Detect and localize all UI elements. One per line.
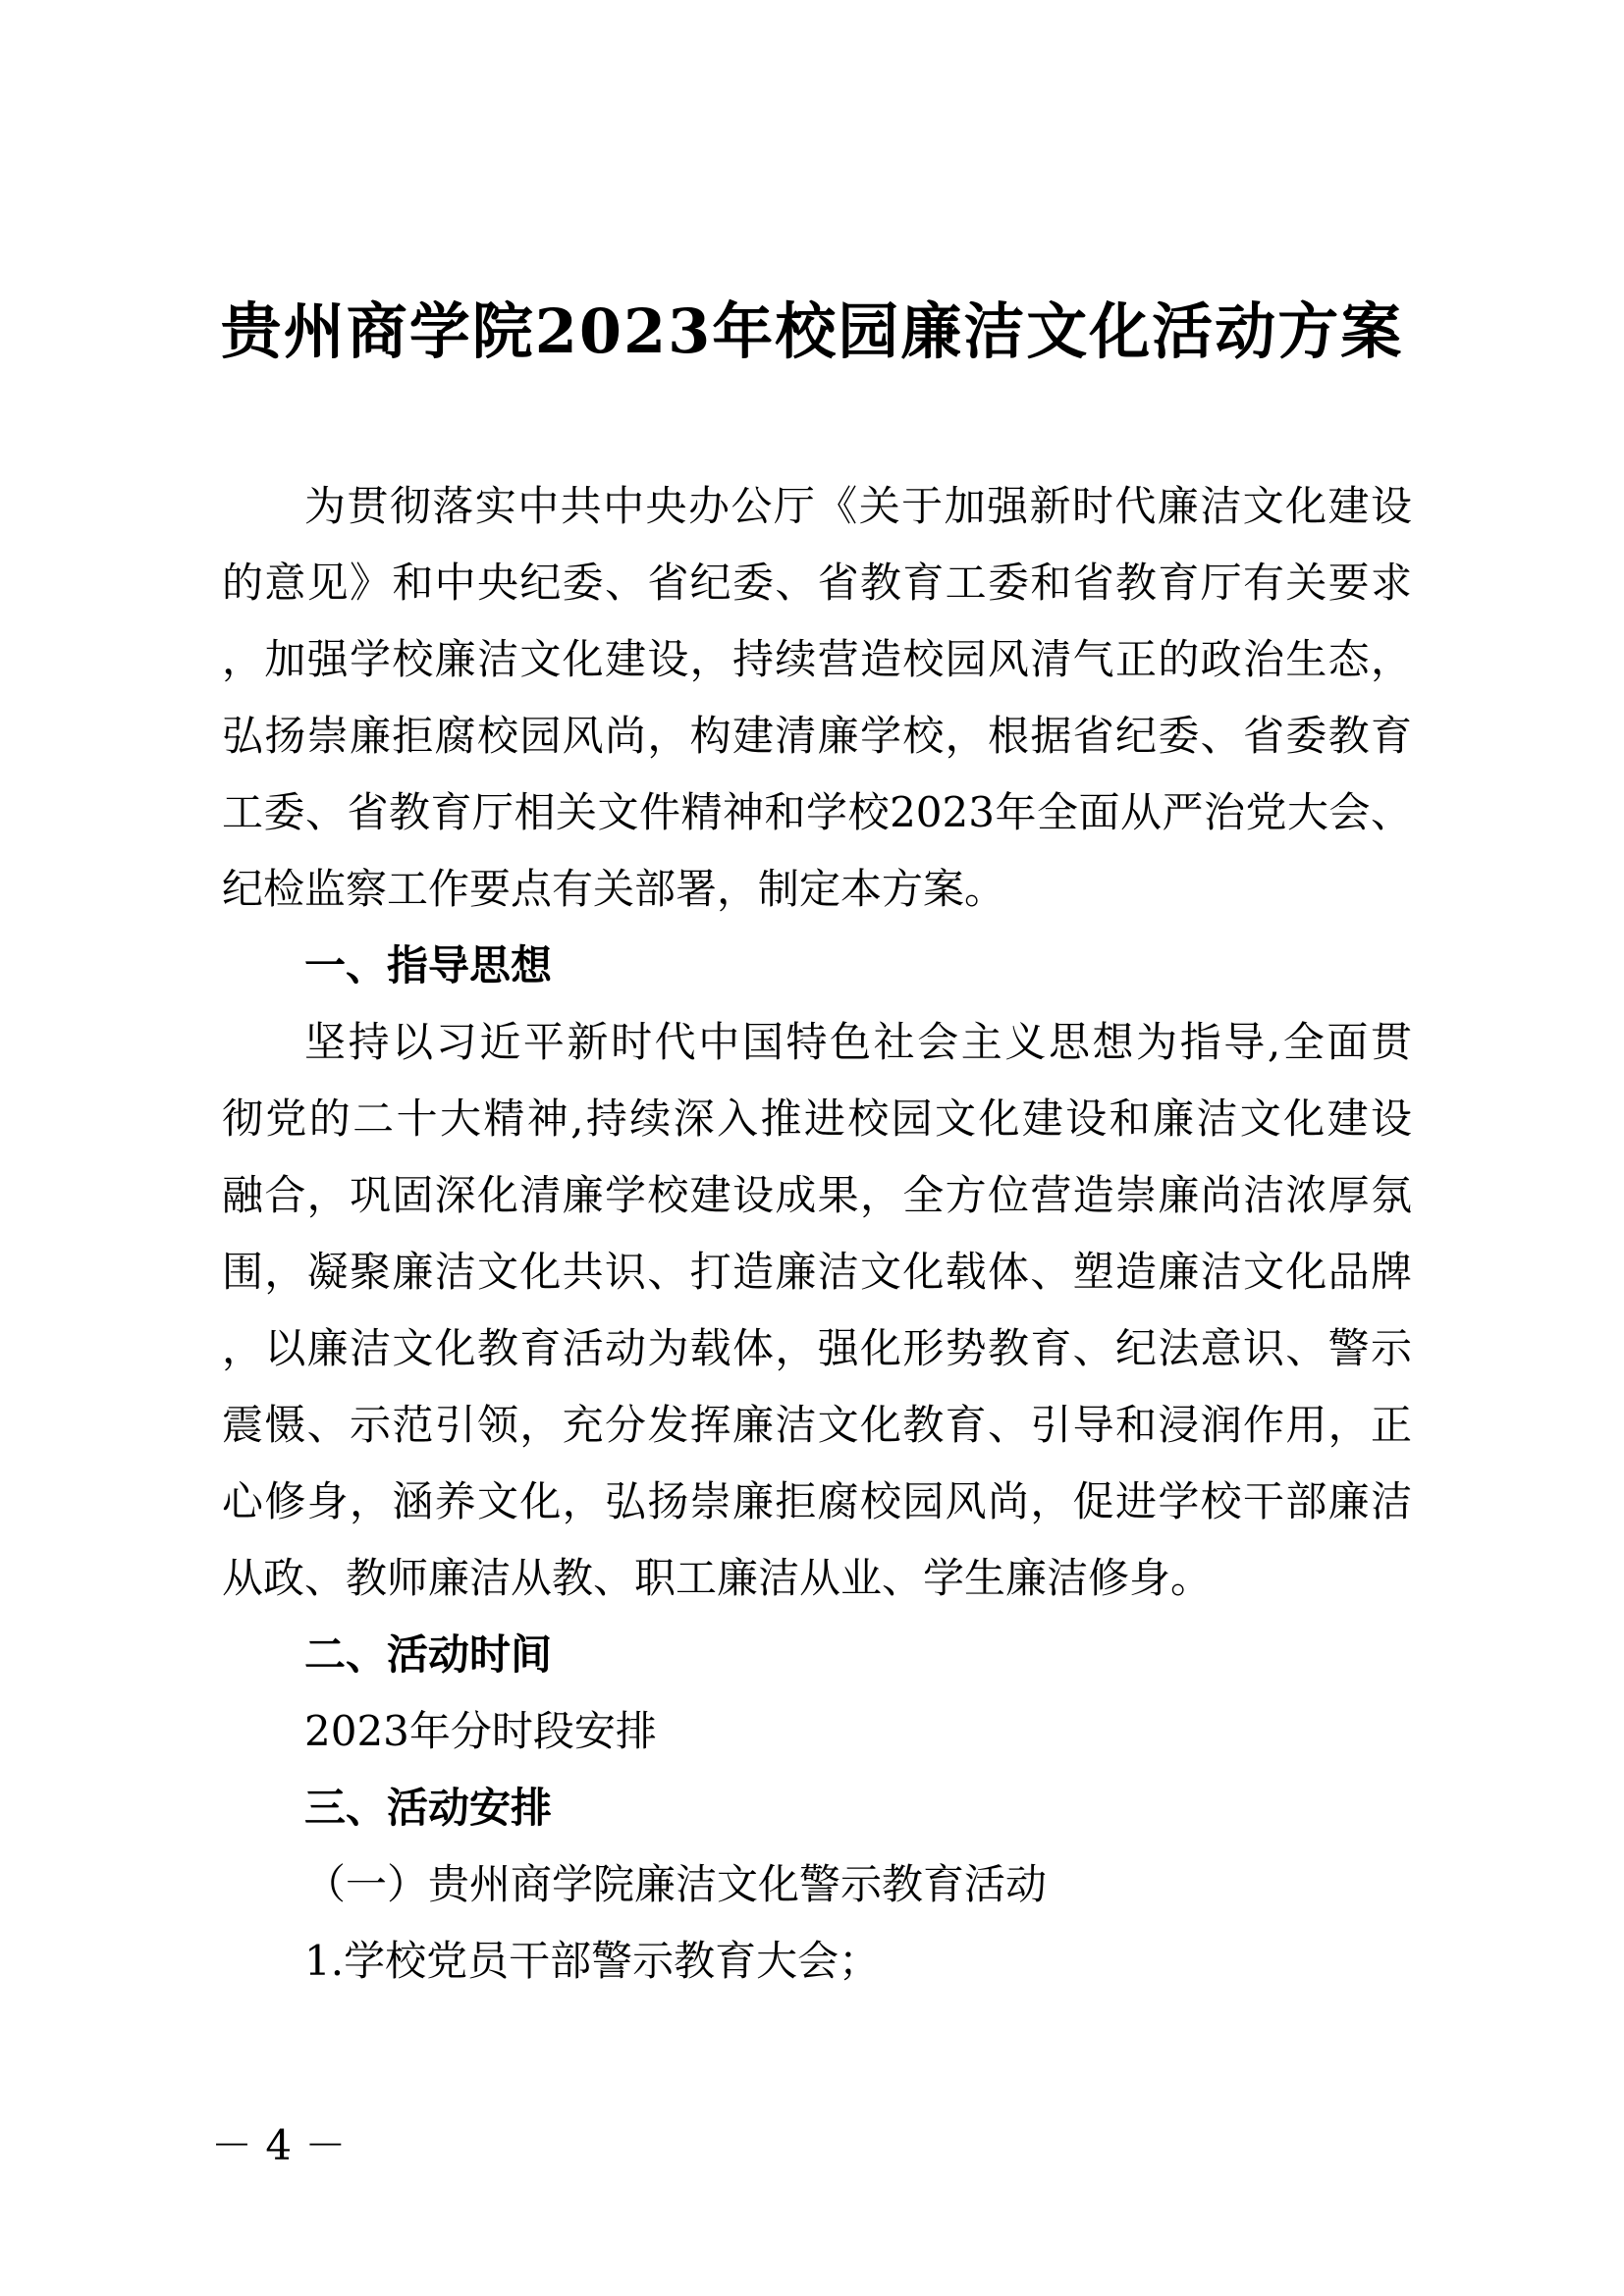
intro-line: 纪检监察工作要点有关部署，制定本方案。 [222,865,1006,913]
section3-subheading: （一）贵州商学院廉洁文化警示教育活动 [304,1860,1048,1908]
document-title: 贵州商学院2023年校园廉洁文化活动方案 [220,295,1404,367]
section1-line: 围，凝聚廉洁文化共识、打造廉洁文化载体、塑造廉洁文化品牌 [222,1248,1412,1296]
intro-line: 的意见》和中央纪委、省纪委、省教育工委和省教育厅有关要求 [222,559,1412,607]
section2-text: 2023年分时段安排 [304,1707,657,1755]
section1-line: 震慑、示范引领，充分发挥廉洁文化教育、引导和浸润作用，正 [222,1401,1412,1449]
intro-line: 弘扬崇廉拒腐校园风尚，构建清廉学校，根据省纪委、省委教育 [222,712,1412,760]
section3-item: 1.学校党员干部警示教育大会； [304,1937,881,1985]
intro-line: 工委、省教育厅相关文件精神和学校2023年全面从严治党大会、 [222,788,1412,836]
section1-line: 从政、教师廉洁从教、职工廉洁从业、学生廉洁修身。 [222,1554,1213,1602]
intro-line: ，加强学校廉洁文化建设，持续营造校园风清气正的政治生态， [222,635,1412,683]
section-heading-activity-time: 二、活动时间 [304,1630,553,1679]
section1-line: 融合，巩固深化清廉学校建设成果，全方位营造崇廉尚洁浓厚氛 [222,1171,1412,1219]
section-heading-activity-arrangement: 三、活动安排 [304,1784,553,1832]
page-number: － 4 － [211,2121,347,2169]
intro-line: 为贯彻落实中共中央办公厅《关于加强新时代廉洁文化建设 [304,482,1412,530]
section1-line: 彻党的二十大精神,持续深入推进校园文化建设和廉洁文化建设 [222,1095,1412,1143]
section1-line: 心修身，涵养文化，弘扬崇廉拒腐校园风尚，促进学校干部廉洁 [222,1477,1412,1525]
section1-line: ，以廉洁文化教育活动为载体，强化形势教育、纪法意识、警示 [222,1324,1412,1372]
section1-line: 坚持以习近平新时代中国特色社会主义思想为指导,全面贯 [304,1018,1412,1066]
section-heading-guiding-thought: 一、指导思想 [304,941,553,989]
